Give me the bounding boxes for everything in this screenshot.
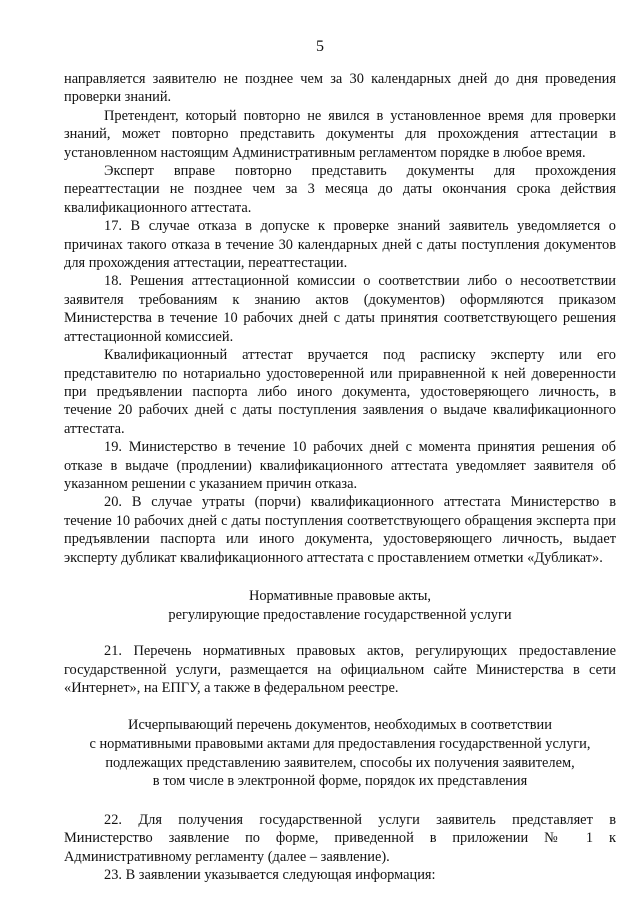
paragraph-item-21: 21. Перечень нормативных правовых актов, регулирующих предоставление государственной услуги, размещается на официальном сайте Министерства в сети «Интернет», на ЕПГУ, а также в федеральном реестре.	[64, 643, 616, 696]
section-heading-line: в том числе в электронной форме, порядок их представления	[152, 773, 528, 790]
paragraph-item-18: 18. Решения аттестационной комиссии о соответствии либо о несоответствии заявителя требованиям к знанию актов (документов) оформляются приказом Министерства в течение 10 рабочих дней с даты принятия соответствующего решения аттестационной комиссией.	[64, 273, 616, 345]
paragraph-certificate-delivery: Квалификационный аттестат вручается под расписку эксперту или его представителю по нотариально удостоверенной или приравненной к ней доверенности при предъявлении паспорта либо иного документа, удостоверяющего личность, в течение 20 рабочих дней с даты поступления заявления о выдаче квалификационного аттестата.	[64, 347, 616, 437]
page-number: 5	[316, 38, 324, 55]
paragraph-item-19: 19. Министерство в течение 10 рабочих дней с момента принятия решения об отказе в выдаче (продлении) квалификационного аттестата уведомляет заявителя об указанном решении с указанием причин отказа.	[64, 439, 616, 492]
paragraph-continuation: направляется заявителю не позднее чем за 30 календарных дней до дня проведения проверки знаний.	[64, 71, 616, 106]
section-heading-documents	[64, 716, 616, 790]
paragraph-item-23: 23. В заявлении указывается следующая информация:	[104, 866, 436, 883]
section-heading-line: с нормативными правовыми актами для предоставления государственной услуги,	[89, 735, 591, 752]
paragraph-item-20: 20. В случае утраты (порчи) квалификационного аттестата Министерство в течение 10 рабочих дней с даты поступления соответствующего обращения эксперта при предъявлении паспорта или иного документа, удостоверяющего личность, выдает эксперту дубликат квалификационного аттестата с проставлением отметки «Дубликат».	[64, 494, 616, 566]
section-heading-line: Исчерпывающий перечень документов, необходимых в соответствии	[128, 717, 552, 734]
paragraph-item-17: 17. В случае отказа в допуске к проверке знаний заявитель уведомляется о причинах такого отказа в течение 30 календарных дней с даты поступления документов для прохождения аттестации, переаттестации.	[64, 218, 616, 272]
section-heading-line: регулирующие предоставление государственной услуги	[168, 606, 512, 623]
document-body	[64, 70, 616, 884]
section-heading-legal-acts	[64, 587, 616, 624]
section-heading-line: Нормативные правовые акты,	[248, 587, 432, 604]
paragraph-item-22: 22. Для получения государственной услуги заявитель представляет в Министерство заявление по форме, приведенной в приложении № 1 к Административному регламенту (далее – заявление).	[64, 811, 616, 865]
section-heading-line: подлежащих представлению заявителем, способы их получения заявителем,	[105, 754, 575, 771]
paragraph-repeat-absence: Претендент, который повторно не явился в установленное время для проверки знаний, может повторно представить документы для прохождения аттестации в установленном настоящим Административным регламентом порядке в любое время.	[64, 107, 616, 161]
paragraph-expert-reattestation: Эксперт вправе повторно представить документы для прохождения переаттестации не позднее чем за 3 месяца до даты окончания срока действия квалификационного аттестата.	[64, 163, 616, 216]
